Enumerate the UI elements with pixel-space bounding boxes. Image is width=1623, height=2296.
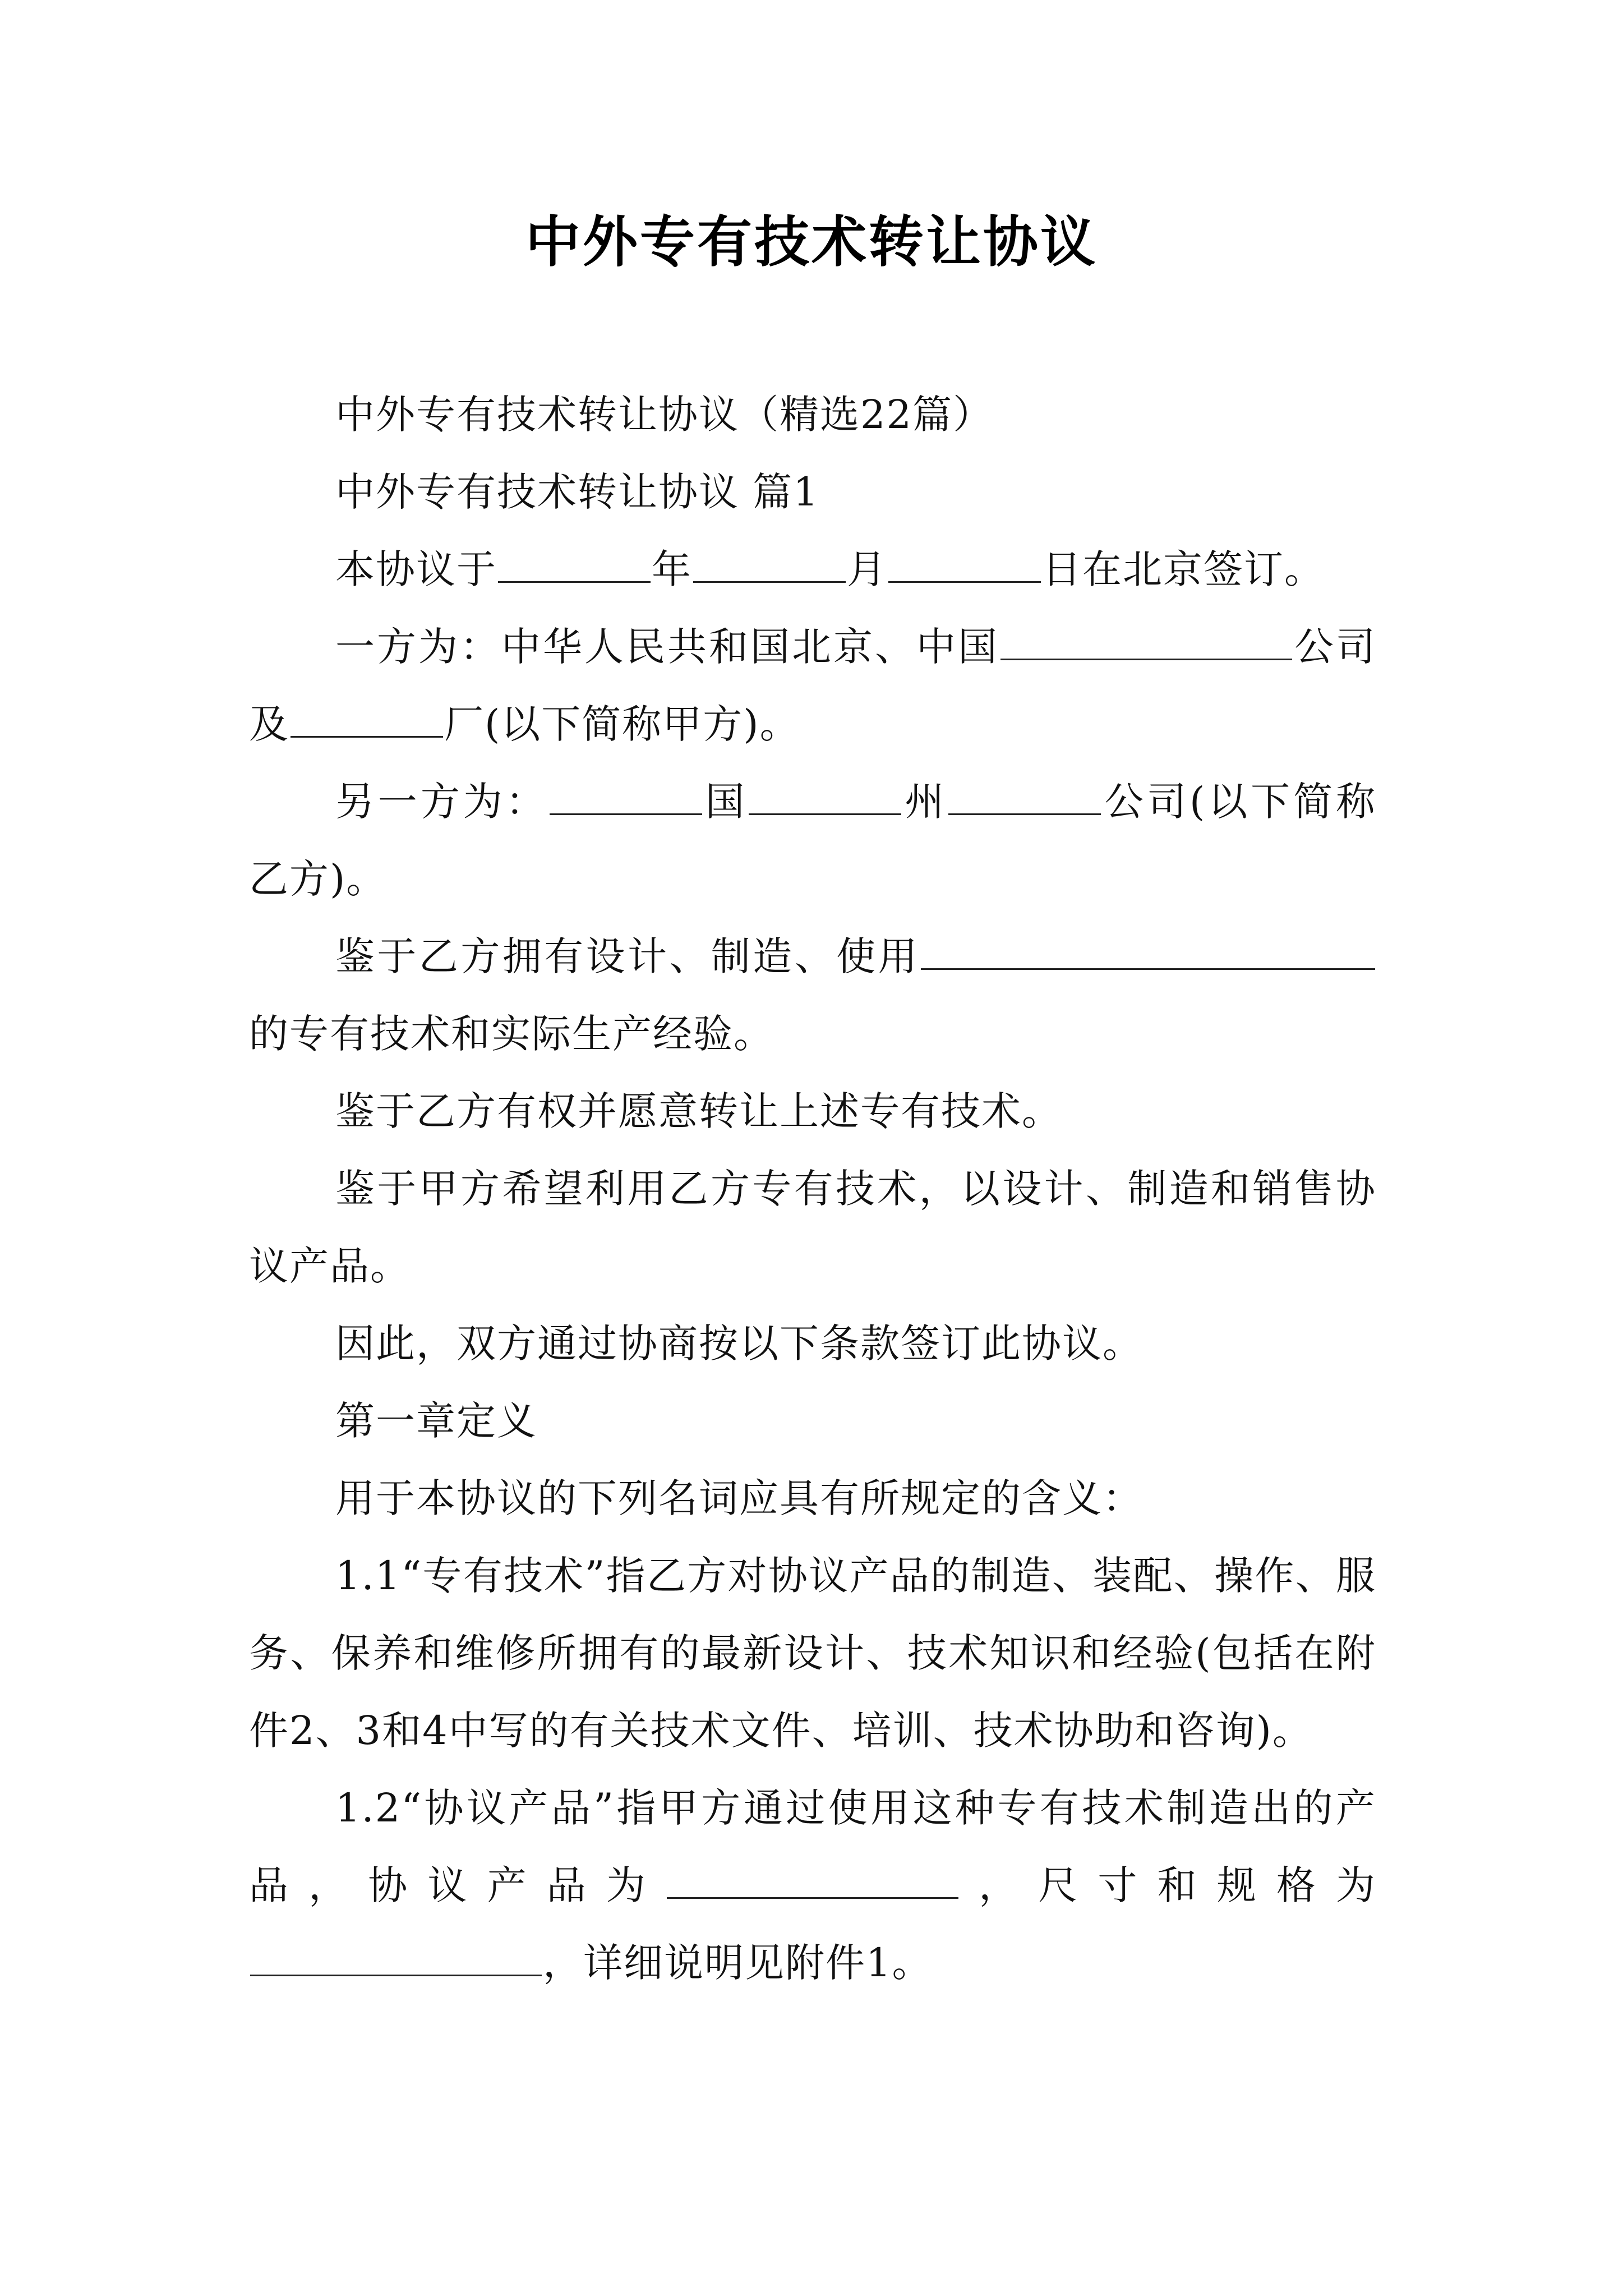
blank-line	[921, 933, 1375, 970]
text-segment: 1.2“协议产品”指甲方通过使用这种专有技术制造出的产品，协议产品为	[249, 1785, 1376, 1908]
text-segment: 公司(以下简称乙方)。	[249, 779, 1377, 902]
paragraph-definitions-intro: 用于本协议的下列名词应具有所规定的含义：	[335, 1475, 1143, 1521]
text-segment: 另一方为：	[335, 779, 548, 825]
text-segment: 日在北京签订。	[1042, 546, 1325, 592]
blank-line	[498, 546, 651, 583]
paragraph-definition-1-1: 1.1“专有技术”指乙方对协议产品的制造、装配、操作、服务、保养和维修所拥有的最新设计、技术知识和经验(包括在附件2、3和4中写的有关技术文件、培训、技术协助和咨询)。	[249, 1553, 1376, 1754]
blank-line	[250, 1940, 542, 1976]
blank-line	[693, 546, 846, 583]
blank-line	[667, 1862, 958, 1899]
paragraph-chapter-heading: 第一章定义	[335, 1398, 537, 1444]
text-segment: ，详细说明见附件1。	[543, 1940, 933, 1986]
text-segment: 州	[902, 779, 948, 825]
document-body	[249, 376, 1376, 2001]
text-segment: 月	[847, 546, 887, 592]
text-segment: 鉴于乙方拥有设计、制造、使用	[335, 933, 920, 979]
blank-line	[550, 779, 702, 815]
text-segment: 国	[703, 779, 748, 825]
text-segment: 本协议于	[335, 546, 497, 592]
text-segment: 的专有技术和实际生产经验。	[249, 1011, 774, 1057]
paragraph-section-heading: 中外专有技术转让协议 篇1	[335, 469, 819, 515]
blank-line	[888, 546, 1041, 583]
document-title: 中外专有技术转让协议	[525, 210, 1098, 274]
blank-line	[291, 701, 443, 738]
paragraph-whereas-3: 鉴于甲方希望利用乙方专有技术，以设计、制造和销售协议产品。	[249, 1166, 1376, 1289]
blank-line	[1000, 624, 1292, 660]
paragraph-whereas-2: 鉴于乙方有权并愿意转让上述专有技术。	[335, 1088, 1062, 1134]
paragraph-party-a	[249, 608, 1376, 763]
text-segment: 厂(以下简称甲方)。	[444, 701, 800, 747]
paragraph-definition-1-2	[249, 1769, 1376, 2001]
text-segment: 年	[652, 546, 692, 592]
text-segment: ，尺寸和规格为	[960, 1862, 1376, 1908]
paragraph-subtitle: 中外专有技术转让协议（精选22篇）	[335, 392, 994, 438]
paragraph-therefore: 因此，双方通过协商按以下条款签订此协议。	[335, 1320, 1143, 1366]
blank-line	[749, 779, 901, 815]
paragraph-party-b	[249, 763, 1376, 918]
paragraph-whereas-1	[249, 918, 1376, 1073]
text-segment: 一方为：中华人民共和国北京、中国	[335, 624, 999, 670]
paragraph-signing-date	[249, 531, 1376, 608]
blank-line	[948, 779, 1101, 815]
text-segment: 公司及	[249, 624, 1376, 747]
